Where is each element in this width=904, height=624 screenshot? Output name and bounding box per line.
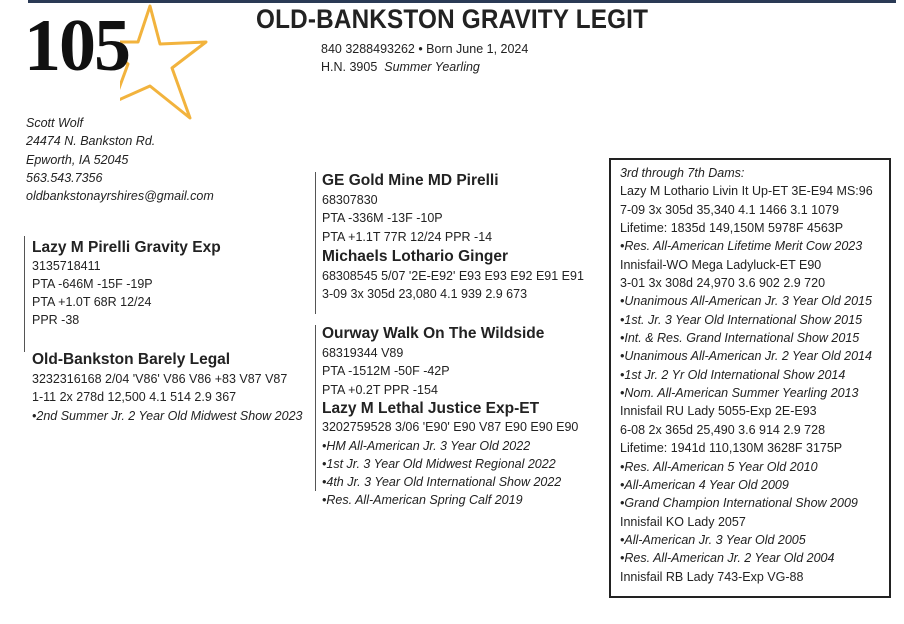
dams-box-line: 7-09 3x 305d 35,340 4.1 1466 3.1 1079 — [620, 202, 839, 217]
dams-box-honor: •Res. All-American Lifetime Merit Cow 2023 — [620, 239, 863, 254]
sire-line: PTA +1.0T 68R 12/24 — [32, 295, 152, 309]
owner-city: Epworth, IA 52045 — [26, 152, 129, 167]
registration-line: 840 3288493262 • Born June 1, 2024 — [321, 42, 529, 56]
dam-sire-name: Ourway Walk On The Wildside — [322, 325, 545, 342]
sire-sire-line: PTA +1.1T 77R 12/24 PPR -14 — [322, 229, 493, 244]
lot-number: 105 — [24, 5, 129, 87]
dam-dam-honor: •1st Jr. 3 Year Old Midwest Regional 2022 — [322, 456, 556, 471]
dams-box-text — [620, 164, 873, 586]
sire-block — [32, 239, 221, 329]
dam-dam-honor: •Res. All-American Spring Calf 2019 — [322, 493, 523, 508]
sire-bracket — [24, 236, 25, 352]
owner-email[interactable]: oldbankstonayrshires@gmail.com — [26, 189, 214, 204]
sire-sire-line: PTA -336M -13F -10P — [322, 211, 443, 225]
sire-dam-line: 68308545 5/07 '2E-E92' E93 E93 E92 E91 E91 — [322, 268, 584, 283]
sire-sire-bracket — [315, 172, 316, 314]
sire-sire-line: 68307830 — [322, 192, 378, 207]
owner-phone: 563.543.7356 — [26, 170, 103, 185]
dam-block — [32, 351, 302, 425]
hn-line — [321, 60, 480, 74]
dams-box-line: 6-08 2x 365d 25,490 3.6 914 2.9 728 — [620, 422, 826, 437]
dams-box-honor: •Nom. All-American Summer Yearling 2013 — [620, 386, 859, 401]
dams-box-honor: •Int. & Res. Grand International Show 2015 — [620, 331, 860, 346]
dams-box-honor: •Unanimous All-American Jr. 2 Year Old 2014 — [620, 349, 872, 364]
dam-dam-name: Lazy M Lethal Justice Exp-ET — [322, 400, 540, 417]
dams-box-honor: •All-American 4 Year Old 2009 — [620, 477, 789, 492]
sire-line: PTA -646M -15F -19P — [32, 277, 153, 291]
dam-sire-line: PTA +0.2T PPR -154 — [322, 382, 438, 397]
dam-sire-bracket — [315, 325, 316, 491]
owner-name: Scott Wolf — [26, 116, 83, 130]
sire-sire-name: GE Gold Mine MD Pirelli — [322, 172, 499, 189]
dams-box-line: Innisfail-WO Mega Ladyluck-ET E90 — [620, 257, 822, 272]
sire-dam-line: 3-09 3x 305d 23,080 4.1 939 2.9 673 — [322, 287, 528, 301]
star-icon — [120, 2, 210, 122]
dam-line: 1-11 2x 278d 12,500 4.1 514 2.9 367 — [32, 390, 237, 404]
animal-title: OLD-BANKSTON GRAVITY LEGIT — [256, 4, 649, 34]
dam-sire-line: 68319344 V89 — [322, 345, 404, 360]
dams-box-honor: •1st Jr. 2 Yr Old International Show 2014 — [620, 367, 846, 382]
dams-box-line: Innisfail KO Lady 2057 — [620, 514, 746, 529]
dams-box-honor: •1st. Jr. 3 Year Old International Show 2015 — [620, 312, 863, 327]
dam-sire-block — [322, 325, 544, 399]
dams-box-line: Innisfail RU Lady 5055-Exp 2E-E93 — [620, 404, 817, 419]
dam-line: 3232316168 2/04 'V86' V86 V86 +83 V87 V87 — [32, 371, 288, 386]
dams-box-honor: •Unanimous All-American Jr. 3 Year Old 2015 — [620, 294, 872, 309]
dams-box-line: Innisfail RB Lady 743-Exp VG-88 — [620, 569, 804, 584]
dams-box-line: Lifetime: 1941d 110,130M 3628F 3175P — [620, 441, 843, 456]
dam-dam-line: 3202759528 3/06 'E90' E90 V87 E90 E90 E90 — [322, 420, 579, 435]
sire-line: PPR -38 — [32, 313, 80, 327]
dam-sire-line: PTA -1512M -50F -42P — [322, 364, 450, 378]
dam-honor: •2nd Summer Jr. 2 Year Old Midwest Show 2023 — [32, 408, 303, 423]
dams-box-line: 3-01 3x 308d 24,970 3.6 902 2.9 720 — [620, 276, 826, 291]
dams-box-line: Lazy M Lothario Livin It Up-ET 3E-E94 MS:96 — [620, 184, 873, 199]
hn-number: H.N. 3905 — [321, 60, 378, 74]
dams-box-honor: •Res. All-American 5 Year Old 2010 — [620, 459, 818, 474]
dams-box-honor: •All-American Jr. 3 Year Old 2005 — [620, 532, 806, 547]
dams-box-honor: •Grand Champion International Show 2009 — [620, 496, 858, 511]
dams-box-honor: •Res. All-American Jr. 2 Year Old 2004 — [620, 551, 835, 566]
owner-info — [26, 114, 214, 205]
sire-dam-name: Michaels Lothario Ginger — [322, 248, 509, 265]
sire-line: 3135718411 — [32, 259, 101, 273]
sire-dam-block — [322, 248, 584, 304]
dam-dam-block — [322, 400, 578, 510]
hn-class: Summer Yearling — [384, 60, 480, 74]
dam-dam-honor: •4th Jr. 3 Year Old International Show 2022 — [322, 475, 562, 490]
owner-address: 24474 N. Bankston Rd. — [26, 134, 156, 149]
dam-dam-honor: •HM All-American Jr. 3 Year Old 2022 — [322, 438, 531, 453]
dam-name: Old-Bankston Barely Legal — [32, 351, 231, 368]
sire-sire-block — [322, 172, 499, 246]
dams-box-header: 3rd through 7th Dams: — [620, 166, 745, 180]
sire-name: Lazy M Pirelli Gravity Exp — [32, 239, 221, 256]
dams-box-line: Lifetime: 1835d 149,150M 5978F 4563P — [620, 221, 844, 236]
